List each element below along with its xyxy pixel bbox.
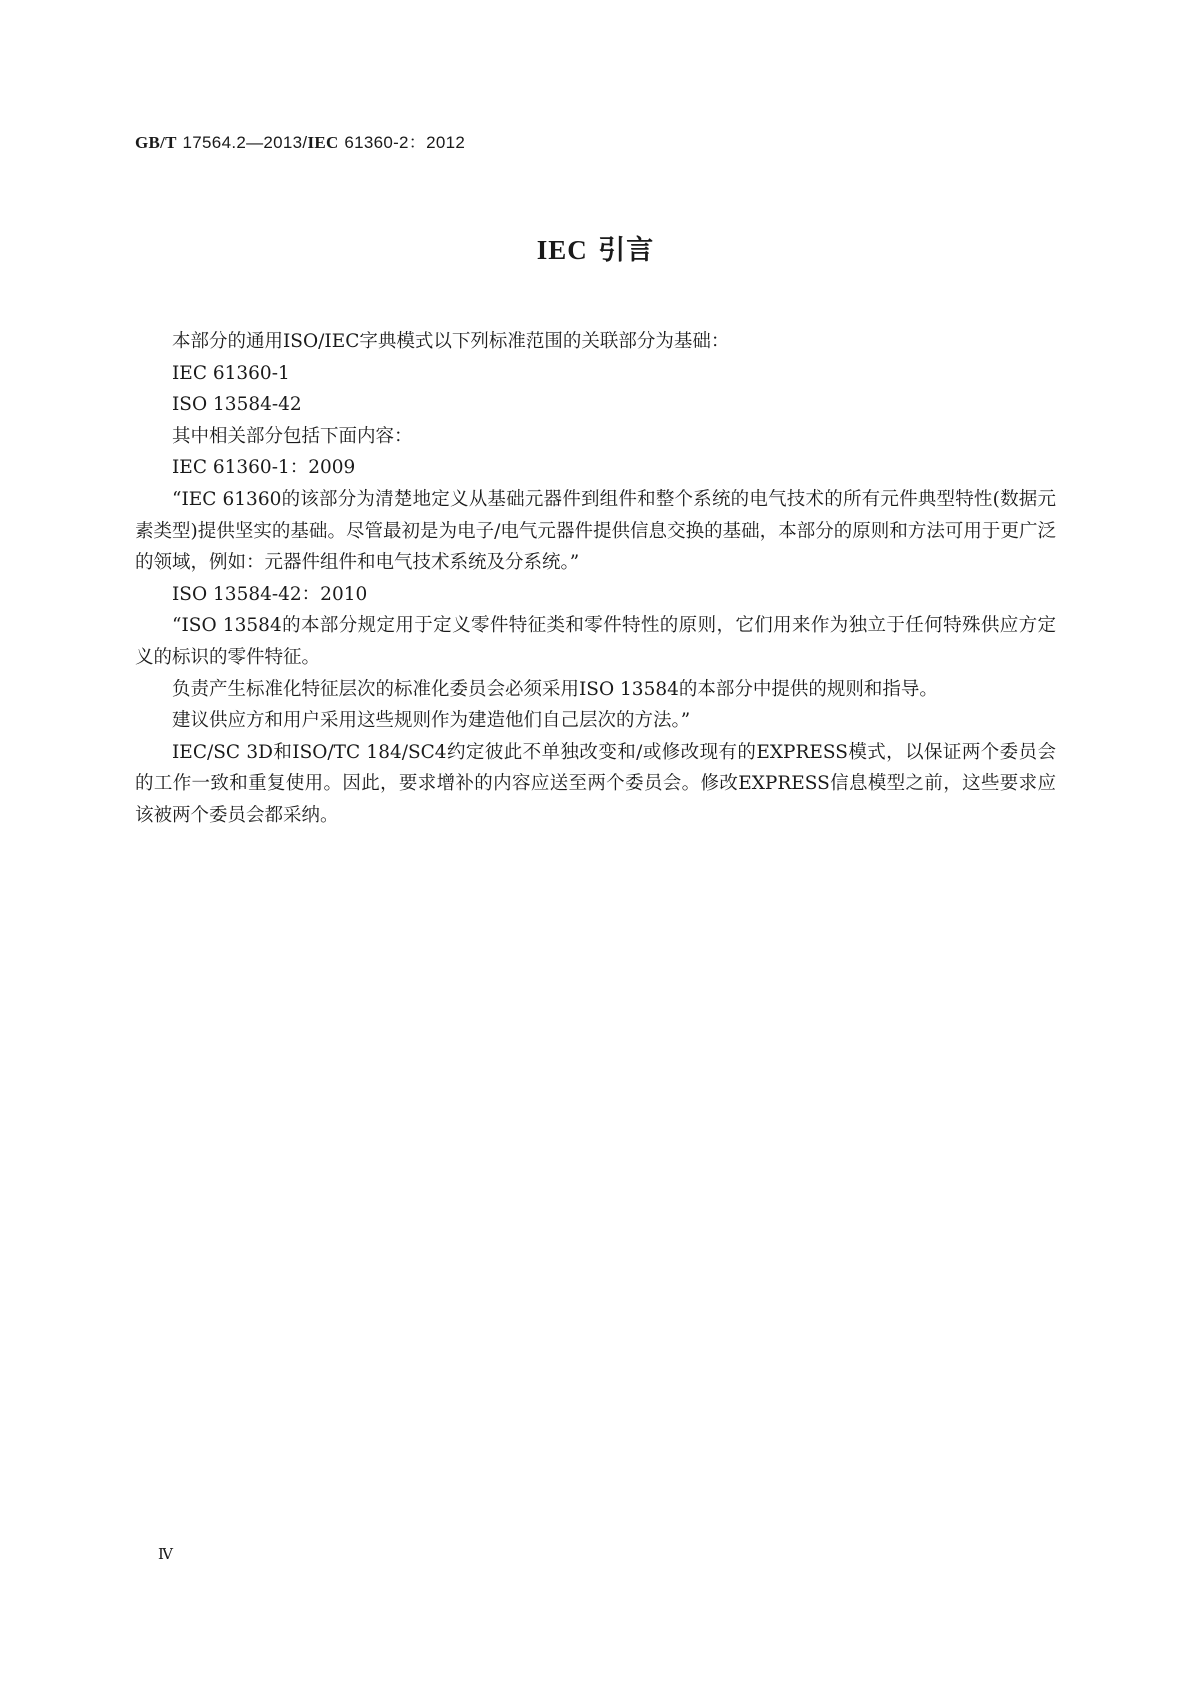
paragraph-committee-agreement: IEC/SC 3D和ISO/TC 184/SC4约定彼此不单独改变和/或修改现有的EXPRESS模式，以保证两个委员会的工作一致和重复使用。因此，要求增补的内容应送至两个委员会。修改EXPRESS信息模型之前，这些要求应该被两个委员会都采纳。 xyxy=(135,741,1056,826)
running-header xyxy=(135,128,465,153)
paragraph-iec61360-quote: “IEC 61360的该部分为清楚地定义从基础元器件到组件和整个系统的电气技术的所有元件典型特性(数据元素类型)提供坚实的基础。尽管最初是为电子/电气元器件提供信息交换的基础，本部分的原则和方法可用于更广泛的领域，例如：元器件组件和电气技术系统及分系统。” xyxy=(135,488,1056,574)
page-number: Ⅳ xyxy=(158,1547,173,1563)
body-text xyxy=(135,326,1056,832)
paragraph-iso13584-quote-3: 建议供应方和用户采用这些规则作为建造他们自己层次的方法。” xyxy=(172,710,691,732)
header-iec-number: 61360-2：2012 xyxy=(344,133,466,152)
title-cjk: 引言 xyxy=(598,235,655,266)
paragraph-ref-iec61360-1-2009: IEC 61360-1：2009 xyxy=(172,457,356,479)
paragraph-ref-iso13584-42: ISO 13584-42 xyxy=(172,394,302,416)
header-iec-code: IEC xyxy=(307,133,339,152)
paragraph-iso13584-quote-2: 负责产生标准化特征层次的标准化委员会必须采用ISO 13584的本部分中提供的规则和指导。 xyxy=(172,678,938,700)
header-standard-code: GB/T xyxy=(135,133,177,152)
paragraph-ref-iso13584-42-2010: ISO 13584-42：2010 xyxy=(172,583,368,605)
page-title xyxy=(0,228,1191,267)
title-latin: IEC xyxy=(536,235,588,265)
paragraph-iso13584-quote-1: “ISO 13584的本部分规定用于定义零件特征类和零件特性的原则，它们用来作为独立于任何特殊供应方定义的标识的零件特征。 xyxy=(135,615,1056,668)
paragraph-intro: 本部分的通用ISO/IEC字典模式以下列标准范围的关联部分为基础： xyxy=(172,331,730,352)
paragraph-ref-iec61360-1: IEC 61360-1 xyxy=(172,362,290,384)
paragraph-contents-intro: 其中相关部分包括下面内容： xyxy=(172,425,413,447)
header-standard-number: 17564.2—2013/ xyxy=(182,133,308,152)
